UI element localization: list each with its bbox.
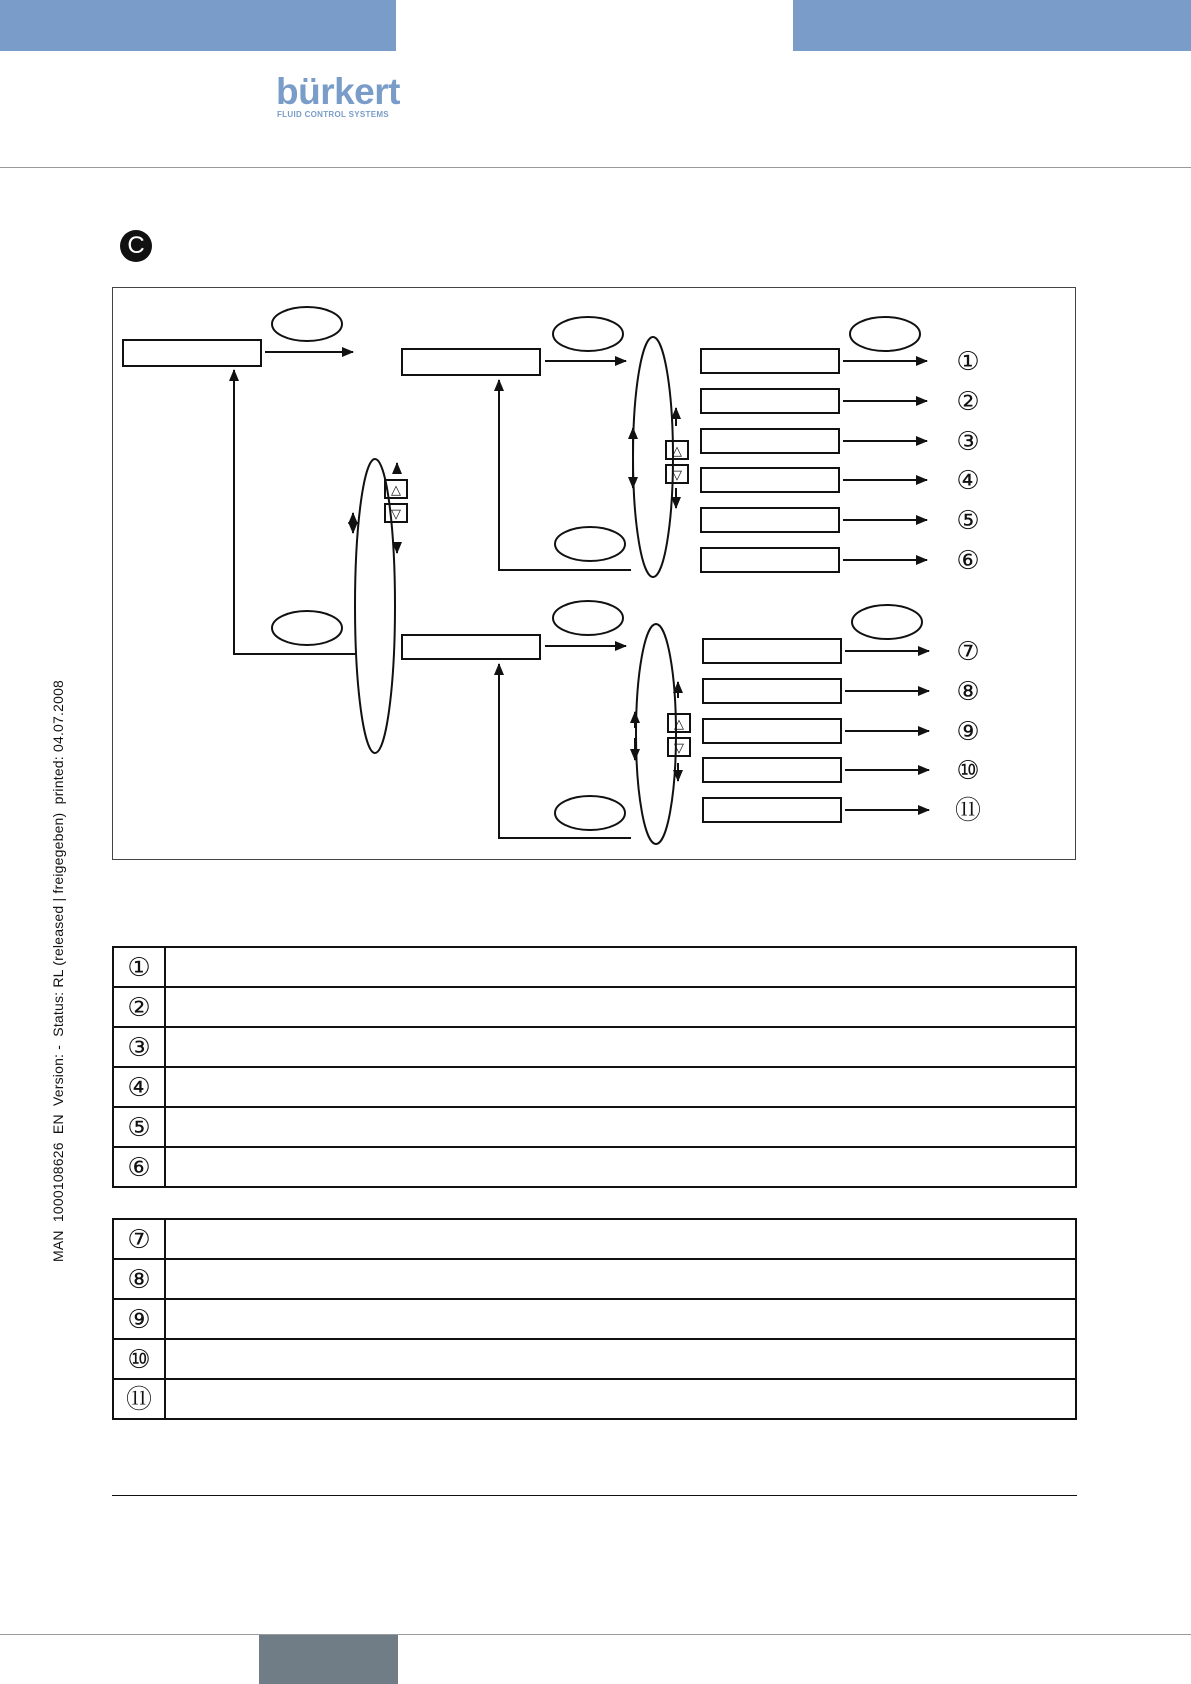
option-box-4 bbox=[701, 468, 839, 492]
callout-8: ⑧ bbox=[956, 677, 980, 707]
callout-7: ⑦ bbox=[956, 637, 980, 667]
legend-number: ① bbox=[113, 947, 165, 987]
option-box-8 bbox=[703, 679, 841, 703]
legend-text bbox=[165, 1379, 1076, 1419]
document-status-note: MAN 1000108626 EN Version: - Status: RL (released | freigegeben) printed: 04.07.2008 bbox=[50, 679, 66, 1262]
callout-2: ② bbox=[956, 387, 980, 417]
callout-9: ⑨ bbox=[956, 717, 980, 747]
legend-text bbox=[165, 1299, 1076, 1339]
diagram-canvas bbox=[113, 288, 1077, 861]
legend-text bbox=[165, 1027, 1076, 1067]
legend-table-lower bbox=[112, 1218, 1077, 1420]
scroll-up-symbol-2: △ bbox=[672, 444, 682, 459]
callout-6: ⑥ bbox=[956, 546, 980, 576]
option-box-11 bbox=[703, 798, 841, 822]
page-bottom-divider bbox=[0, 1634, 1191, 1635]
table-row bbox=[113, 1259, 1076, 1299]
key-oval-2 bbox=[272, 611, 342, 645]
legend-number: ⑦ bbox=[113, 1219, 165, 1259]
table-row bbox=[113, 1107, 1076, 1147]
callout-1: ① bbox=[956, 347, 980, 377]
scroll-down-symbol-3: ▽ bbox=[674, 741, 684, 756]
callout-10: ⑩ bbox=[956, 756, 980, 786]
legend-number: ⑤ bbox=[113, 1107, 165, 1147]
table-row bbox=[113, 1147, 1076, 1187]
scroll-down-symbol-2: ▽ bbox=[672, 468, 682, 483]
legend-text bbox=[165, 987, 1076, 1027]
legend-text bbox=[165, 1219, 1076, 1259]
table-row bbox=[113, 1219, 1076, 1259]
table-row bbox=[113, 987, 1076, 1027]
legend-number: ⑥ bbox=[113, 1147, 165, 1187]
option-box-9 bbox=[703, 719, 841, 743]
menu-flow-diagram bbox=[112, 287, 1076, 860]
legend-number: ⑪ bbox=[113, 1379, 165, 1419]
legend-number: ⑧ bbox=[113, 1259, 165, 1299]
callout-4: ④ bbox=[956, 466, 980, 496]
table-row bbox=[113, 947, 1076, 987]
submenu-box-lower bbox=[402, 635, 540, 659]
callout-11: ⑪ bbox=[954, 796, 982, 826]
key-oval-3 bbox=[553, 317, 623, 351]
legend-text bbox=[165, 1067, 1076, 1107]
logo-wordmark: bürkert bbox=[276, 71, 400, 112]
legend-text bbox=[165, 1107, 1076, 1147]
legend-number: ② bbox=[113, 987, 165, 1027]
legend-number: ⑨ bbox=[113, 1299, 165, 1339]
page-number-tab bbox=[259, 1635, 398, 1684]
option-box-3 bbox=[701, 429, 839, 453]
key-oval-8 bbox=[852, 605, 922, 639]
key-oval-1 bbox=[272, 307, 342, 341]
key-oval-4 bbox=[555, 527, 625, 561]
start-menu-box bbox=[123, 340, 261, 366]
legend-text bbox=[165, 1339, 1076, 1379]
legend-number: ④ bbox=[113, 1067, 165, 1107]
table-row bbox=[113, 1379, 1076, 1419]
callout-3: ③ bbox=[956, 427, 980, 457]
key-oval-7 bbox=[555, 796, 625, 830]
scroll-up-symbol-1: △ bbox=[391, 483, 401, 498]
table-row bbox=[113, 1339, 1076, 1379]
legend-text bbox=[165, 947, 1076, 987]
selection-loop-3 bbox=[636, 624, 676, 844]
table-row bbox=[113, 1067, 1076, 1107]
submenu-box-upper bbox=[402, 349, 540, 375]
scroll-down-symbol-1: ▽ bbox=[391, 507, 401, 522]
legend-number: ③ bbox=[113, 1027, 165, 1067]
option-box-7 bbox=[703, 639, 841, 663]
logo-tagline: FLUID CONTROL SYSTEMS bbox=[277, 110, 389, 119]
header-bar-left bbox=[0, 0, 396, 51]
legend-text bbox=[165, 1259, 1076, 1299]
header-bar-right bbox=[793, 0, 1191, 51]
key-oval-5 bbox=[850, 317, 920, 351]
option-box-2 bbox=[701, 389, 839, 413]
table-row bbox=[113, 1027, 1076, 1067]
option-box-6 bbox=[701, 548, 839, 572]
table-row bbox=[113, 1299, 1076, 1339]
header-divider bbox=[0, 167, 1191, 168]
section-marker-badge: C bbox=[120, 230, 152, 262]
legend-table-upper bbox=[112, 946, 1077, 1188]
footer-divider bbox=[112, 1495, 1077, 1496]
callout-5: ⑤ bbox=[956, 506, 980, 536]
option-box-10 bbox=[703, 758, 841, 782]
legend-number: ⑩ bbox=[113, 1339, 165, 1379]
option-box-5 bbox=[701, 508, 839, 532]
option-box-1 bbox=[701, 349, 839, 373]
legend-text bbox=[165, 1147, 1076, 1187]
key-oval-6 bbox=[553, 601, 623, 635]
scroll-up-symbol-3: △ bbox=[674, 717, 684, 732]
